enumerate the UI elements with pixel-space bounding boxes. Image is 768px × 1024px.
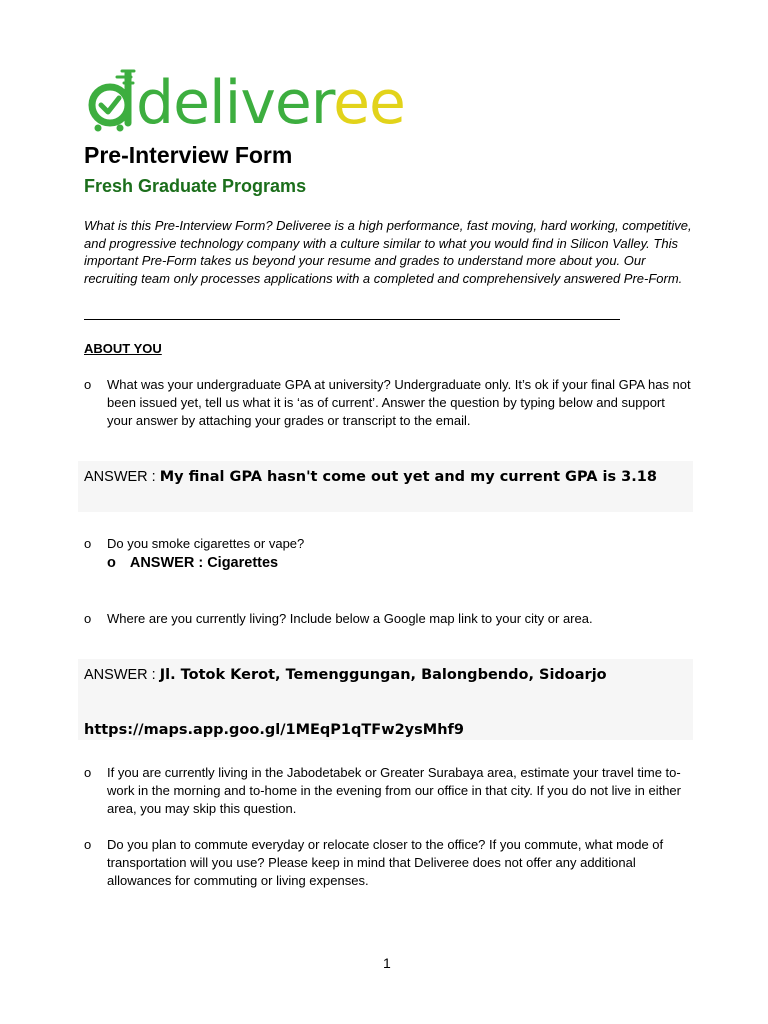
answer-address-line [84, 663, 687, 687]
question-gpa [84, 376, 692, 430]
map-link[interactable]: https://maps.app.goo.gl/1MEqP1qTFw2ysMhf9 [84, 722, 464, 738]
question-text: If you are currently living in the Jabodetabek or Greater Surabaya area, estimate your travel time to-work in the morning and to-home in the evening from our office in that city. If you do not live in either area, you may skip this question. [107, 765, 681, 816]
bullet: o [84, 837, 92, 852]
answer-smoke [107, 555, 278, 571]
question-smoke [84, 535, 692, 553]
question-text: What was your undergraduate GPA at university? Undergraduate only. It’s ok if your final GPA has not been issued yet, tell us what it is ‘as of current’. Answer the question by typing below and support your answer by attaching your grades or transcript to the email. [107, 377, 691, 428]
answer-address: Jl. Totok Kerot, Temenggungan, Balongbendo, Sidoarjo [159, 667, 607, 683]
answer-living [78, 659, 693, 740]
logo-wordmark-yellow: ee [333, 68, 405, 138]
bullet: o [107, 555, 116, 571]
logo-wordmark-green: deliver [136, 68, 334, 138]
page-subtitle: Fresh Graduate Programs [84, 176, 307, 196]
page-title: Pre-Interview Form [84, 142, 293, 168]
intro-paragraph: What is this Pre-Interview Form? Deliveree is a high performance, fast moving, hard working, competitive, and progressive technology company with a culture similar to what you would find in Silicon Valley. This important Pre-Form takes us beyond your resume and grades to understand more about you. Our recruiting team only processes applications with a completed and comprehensively answered Pre-Form. [84, 218, 692, 286]
logo-wordmark [136, 68, 405, 138]
question-living [84, 610, 692, 628]
answer-label: ANSWER : [84, 469, 160, 485]
question-text: Where are you currently living? Include below a Google map link to your city or area. [107, 611, 593, 626]
deliveree-logo [84, 68, 405, 138]
divider-line [84, 319, 620, 320]
page-number: 1 [383, 955, 391, 971]
bullet: o [84, 536, 92, 551]
question-text: Do you smoke cigarettes or vape? [107, 536, 305, 551]
bullet: o [84, 377, 92, 392]
answer-label: ANSWER : [84, 667, 160, 683]
answer-gpa [78, 461, 693, 512]
question-text: Do you plan to commute everyday or relocate closer to the office? If you commute, what mode of transportation will you use? Please keep in mind that Deliveree does not offer any additional allowances for commuting or living expenses. [107, 837, 664, 888]
bullet: o [84, 765, 92, 780]
answer-text: ANSWER : Cigarettes [129, 555, 279, 571]
deliveree-logo-art [84, 68, 405, 138]
cart-icon [92, 71, 134, 132]
section-heading: ABOUT YOU [84, 341, 162, 356]
answer-text: My final GPA hasn't come out yet and my current GPA is 3.18 [159, 469, 657, 485]
bullet: o [84, 611, 92, 626]
question-commute [84, 836, 692, 890]
question-travel-time [84, 764, 692, 818]
